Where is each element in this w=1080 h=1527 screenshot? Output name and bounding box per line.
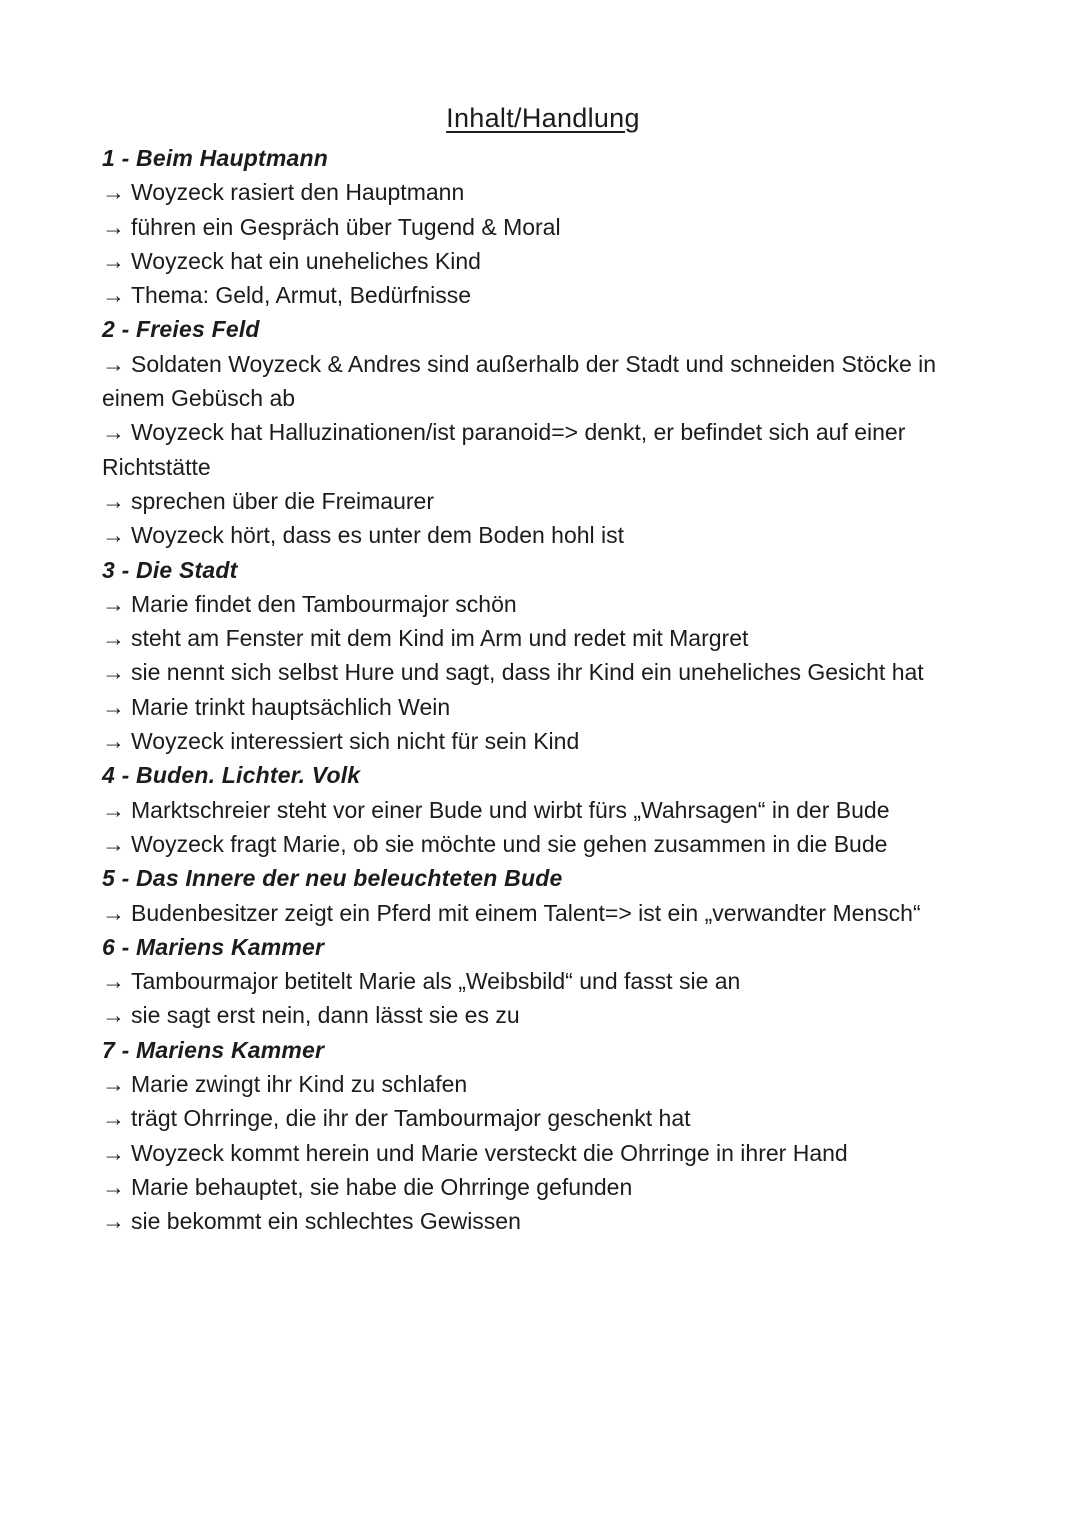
note-text: Woyzeck fragt Marie, ob sie möchte und sie gehen zusammen in die Bude [131,830,888,857]
note-line [102,587,984,621]
arrow-bullet-icon: → [102,487,125,514]
note-line [102,655,984,689]
arrow-bullet-icon: → [102,179,125,206]
note-text: Woyzeck hat ein uneheliches Kind [131,247,481,274]
note-line [102,518,984,552]
note-text: sprechen über die Freimaurer [131,487,434,514]
note-text: Soldaten Woyzeck & Andres sind außerhalb der Stadt und schneiden Stöcke in einem Gebüsch ab [102,350,937,412]
arrow-bullet-icon: → [102,796,125,823]
arrow-bullet-icon: → [102,899,125,926]
arrow-bullet-icon: → [102,419,125,446]
section-heading: 4 - Buden. Lichter. Volk [102,762,361,789]
note-line [102,175,984,209]
arrow-bullet-icon: → [102,350,125,377]
note-text: Woyzeck interessiert sich nicht für sein Kind [131,728,580,755]
note-line [102,415,984,484]
arrow-bullet-icon: → [102,1002,125,1029]
section-heading: 3 - Die Stadt [102,556,238,583]
note-line [102,896,984,930]
note-line [102,1067,984,1101]
note-line [102,244,984,278]
note-line [102,998,984,1032]
arrow-bullet-icon: → [102,213,125,240]
note-text: Marktschreier steht vor einer Bude und wirbt fürs „Wahrsagen“ in der Bude [131,796,890,823]
arrow-bullet-icon: → [102,1139,125,1166]
note-text: Thema: Geld, Armut, Bedürfnisse [131,282,472,309]
note-text: steht am Fenster mit dem Kind im Arm und redet mit Margret [131,625,749,652]
section-heading: 6 - Mariens Kammer [102,933,325,960]
note-text: Woyzeck hat Halluzinationen/ist paranoid=> denkt, er befindet sich auf einer Richtstätte [102,419,906,480]
note-text: sie sagt erst nein, dann lässt sie es zu [131,1002,520,1029]
note-line [102,964,984,998]
note-line [102,1170,984,1204]
arrow-bullet-icon: → [102,1071,125,1098]
note-line [102,1101,984,1135]
note-line [102,621,984,655]
arrow-bullet-icon: → [102,830,125,857]
arrow-bullet-icon: → [102,1105,125,1132]
note-line [102,690,984,724]
note-line [102,724,984,758]
note-text: Woyzeck rasiert den Hauptmann [131,179,465,206]
notes-content [102,141,984,1239]
note-text: führen ein Gespräch über Tugend & Moral [131,213,561,240]
note-text: Woyzeck hört, dass es unter dem Boden hohl ist [131,522,625,549]
note-line [102,1204,984,1238]
arrow-bullet-icon: → [102,247,125,274]
note-line [102,278,984,312]
note-text: Marie trinkt hauptsächlich Wein [131,693,451,720]
note-text: Woyzeck kommt herein und Marie versteckt die Ohrringe in ihrer Hand [131,1139,848,1166]
note-line [102,793,984,827]
arrow-bullet-icon: → [102,1208,125,1235]
note-text: Marie behauptet, sie habe die Ohrringe gefunden [131,1173,633,1200]
note-line [102,827,984,861]
arrow-bullet-icon: → [102,1173,125,1200]
arrow-bullet-icon: → [102,968,125,995]
note-text: Budenbesitzer zeigt ein Pferd mit einem Talent=> ist ein „verwandter Mensch“ [131,899,921,926]
arrow-bullet-icon: → [102,728,125,755]
note-text: sie bekommt ein schlechtes Gewissen [131,1208,521,1235]
note-line [102,1136,984,1170]
note-text: Tambourmajor betitelt Marie als „Weibsbild“ und fasst sie an [131,968,741,995]
note-line [102,347,984,416]
arrow-bullet-icon: → [102,590,125,617]
note-text: Marie zwingt ihr Kind zu schlafen [131,1071,468,1098]
page-title: Inhalt/Handlung [446,103,640,133]
section-heading: 2 - Freies Feld [102,316,260,343]
arrow-bullet-icon: → [102,659,125,686]
arrow-bullet-icon: → [102,625,125,652]
arrow-bullet-icon: → [102,282,125,309]
note-text: Marie findet den Tambourmajor schön [131,590,517,617]
section-heading: 1 - Beim Hauptmann [102,145,328,171]
note-line [102,210,984,244]
arrow-bullet-icon: → [102,693,125,720]
note-line [102,484,984,518]
note-text: sie nennt sich selbst Hure und sagt, dass ihr Kind ein uneheliches Gesicht hat [131,659,924,686]
section-heading: 5 - Das Innere der neu beleuchteten Bude [102,865,563,892]
section-heading: 7 - Mariens Kammer [102,1036,325,1063]
note-text: trägt Ohrringe, die ihr der Tambourmajor geschenkt hat [131,1105,691,1132]
arrow-bullet-icon: → [102,522,125,549]
